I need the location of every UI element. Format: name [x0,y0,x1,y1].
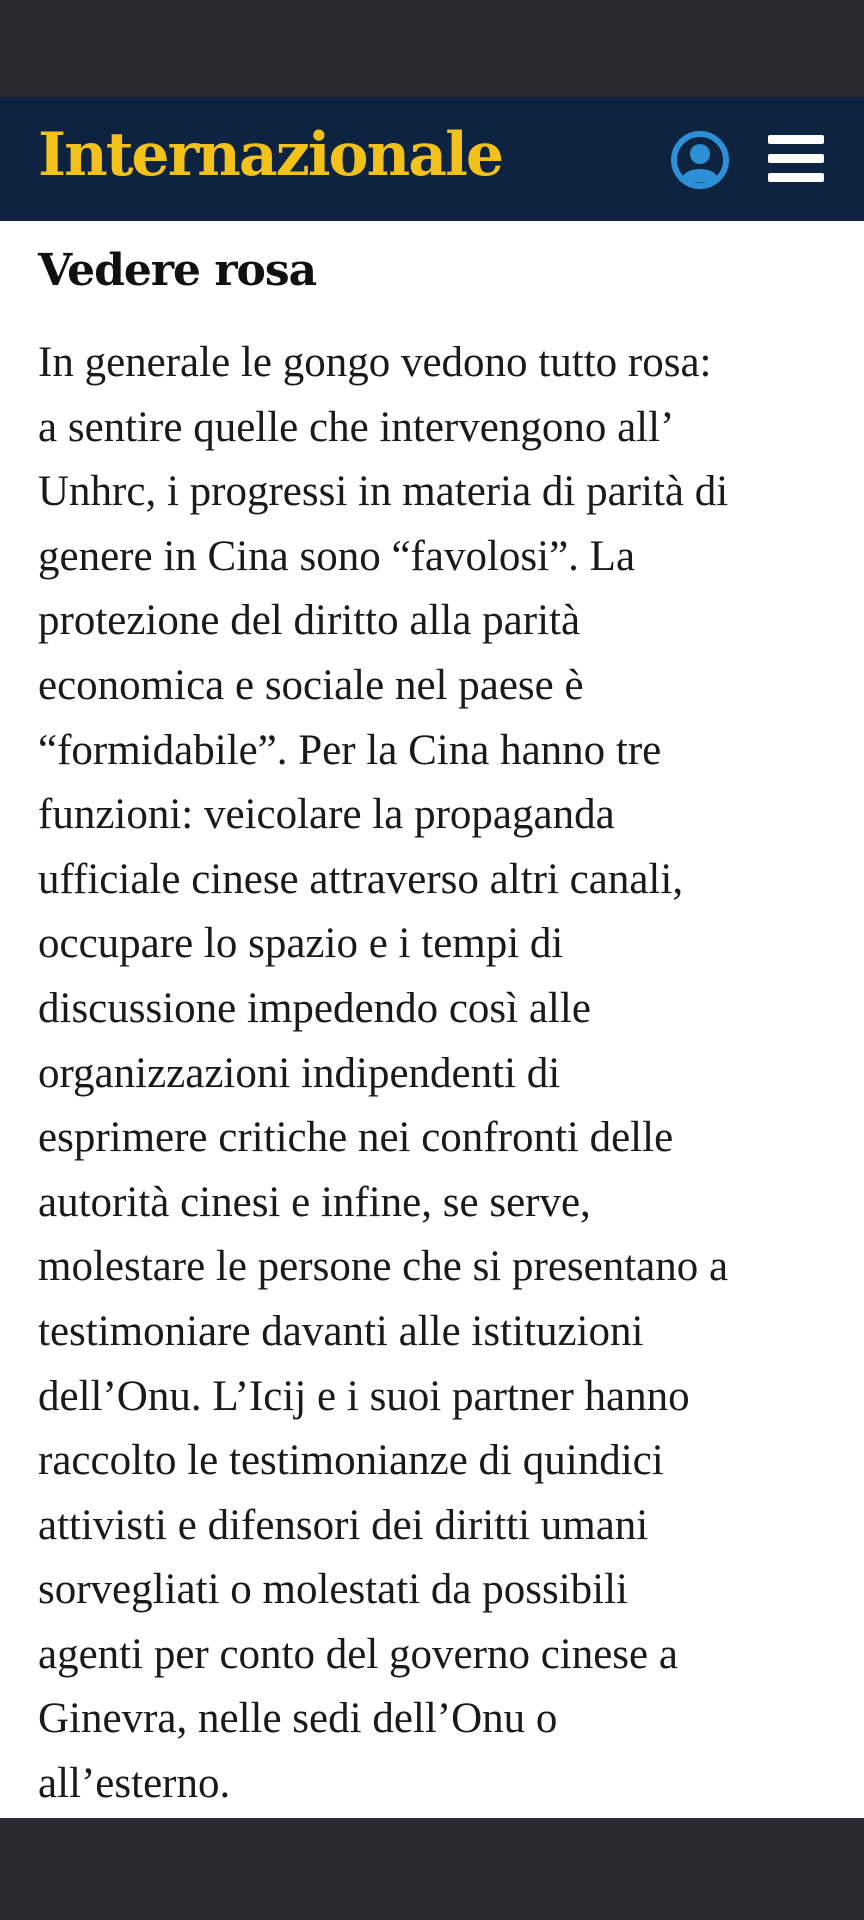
article-line: agenti per conto del governo cinese a [38,1630,678,1678]
site-logo[interactable]: Internazionale [38,120,503,190]
article-content [0,221,864,1818]
article-line: sorvegliati o molestati da possibili [38,1566,628,1614]
article-line: molestare le persone che si presentano a [38,1243,729,1291]
article-line: protezione del diritto alla parità [38,597,581,645]
article-line: raccolto le testimonianze di quindici [38,1437,664,1485]
article-line: a sentire quelle che intervengono all’ [38,403,675,451]
article-line: genere in Cina sono “favolosi”. La [38,532,636,580]
user-account-button[interactable] [670,130,730,190]
article-line: testimoniare davanti alle istituzioni [38,1307,644,1355]
article-line: “formidabile”. Per la Cina hanno tre [38,726,662,774]
article-line: ufficiale cinese attraverso altri canali, [38,855,684,903]
article-line: occupare lo spazio e i tempi di [38,920,564,968]
article-line: In generale le gongo vedono tutto rosa: [38,339,712,386]
article-line: economica e sociale nel paese è [38,661,584,709]
navigation-bar [0,1818,864,1920]
article-line: autorità cinesi e infine, se serve, [38,1178,591,1226]
article-line: dell’Onu. L’Icij e i suoi partner hanno [38,1372,690,1420]
menu-button[interactable] [768,135,824,183]
article-line: attivisti e difensori dei diritti umani [38,1501,649,1549]
site-header [0,97,864,221]
article-line: all’esterno. [38,1760,231,1808]
article-line: organizzazioni indipendenti di [38,1049,561,1097]
article-line: esprimere critiche nei confronti delle [38,1114,674,1162]
article-line: funzioni: veicolare la propaganda [38,791,615,839]
user-account-icon [670,130,730,190]
status-bar [0,0,864,97]
article-body [38,331,838,1817]
article-line: Ginevra, nelle sedi dell’Onu o [38,1695,558,1743]
article-heading: Vedere rosa [38,245,317,296]
article-line: Unhrc, i progressi in materia di parità di [38,468,729,516]
article-line: discussione impedendo così alle [38,984,591,1032]
